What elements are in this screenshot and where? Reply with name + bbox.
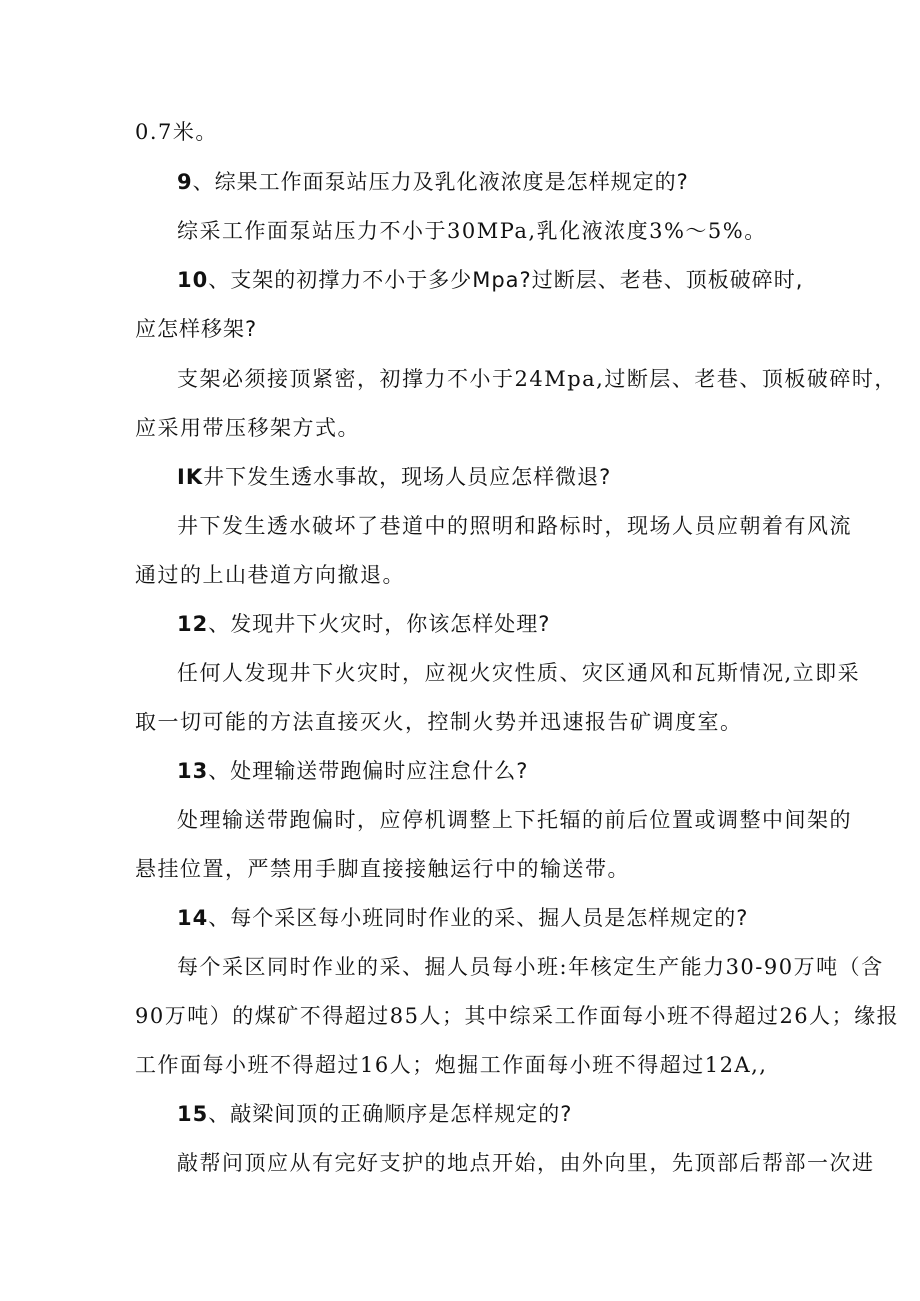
answer-14-cont2: 工作面每小班不得超过16人；炮掘工作面每小班不得超过12A,,	[135, 1053, 768, 1077]
question-12: 12、发现井下火灾时，你该怎样处理?	[177, 612, 551, 636]
question-number: 14	[177, 906, 209, 930]
answer-14: 每个采区同时作业的采、掘人员每小班:年核定生产能力30-90万吨（含	[177, 955, 884, 979]
answer-12-cont: 取一切可能的方法直接灭火，控制火势并迅速报告矿调度室。	[135, 710, 743, 734]
answer-10-cont: 应采用带压移架方式。	[135, 416, 360, 440]
question-14: 14、每个采区每小班同时作业的采、掘人员是怎样规定的?	[177, 906, 749, 930]
answer-15: 敲帮问顶应从有完好支护的地点开始，由外向里，先顶部后帮部一次进	[177, 1151, 875, 1175]
question-13: 13、处理输送带跑偏时应注怠什么?	[177, 759, 529, 783]
question-9: 9、综果工作面泵站压力及乳化液浓度是怎样规定的?	[177, 170, 689, 194]
answer-11-cont: 通过的上山巷道方向撤退。	[135, 563, 405, 587]
question-15: 15、敲梁间顶的正确顺序是怎样规定的?	[177, 1102, 573, 1126]
question-11: IK井下发生透水事故，现场人员应怎样微退?	[177, 465, 612, 489]
question-number: IK	[177, 465, 204, 489]
answer-12: 任何人发现井下火灾时，应视火灾性质、灾区通风和瓦斯情况,立即采	[177, 661, 861, 685]
answer-13-cont: 悬挂位置，严禁用手脚直接接触运行中的输送带。	[135, 857, 630, 881]
question-number: 15	[177, 1102, 209, 1126]
text-line: 0.7米。	[135, 120, 218, 144]
question-10-cont: 应怎样移架?	[135, 317, 258, 341]
question-number: 13	[177, 759, 209, 783]
answer-14-cont: 90万吨）的煤矿不得超过85人；其中综采工作面每小班不得超过26人；缘报	[135, 1004, 900, 1028]
answer-9: 综采工作面泵站压力不小于30MPa,乳化液浓度3%～5%。	[177, 219, 767, 243]
question-number: 10	[177, 268, 209, 292]
question-10: 10、支架的初撑力不小于多少Mpa?过断层、老巷、顶板破碎时,	[177, 268, 804, 292]
question-number: 9	[177, 170, 193, 194]
answer-13: 处理输送带跑偏时，应停机调整上下托辐的前后位置或调整中间架的	[177, 808, 852, 832]
answer-11: 井下发生透水破坏了巷道中的照明和路标时，现场人员应朝着有风流	[177, 514, 852, 538]
answer-10: 支架必须接顶紧密，初撑力不小于24Mpa,过断层、老巷、顶板破碎时，	[177, 367, 897, 391]
question-number: 12	[177, 612, 209, 636]
